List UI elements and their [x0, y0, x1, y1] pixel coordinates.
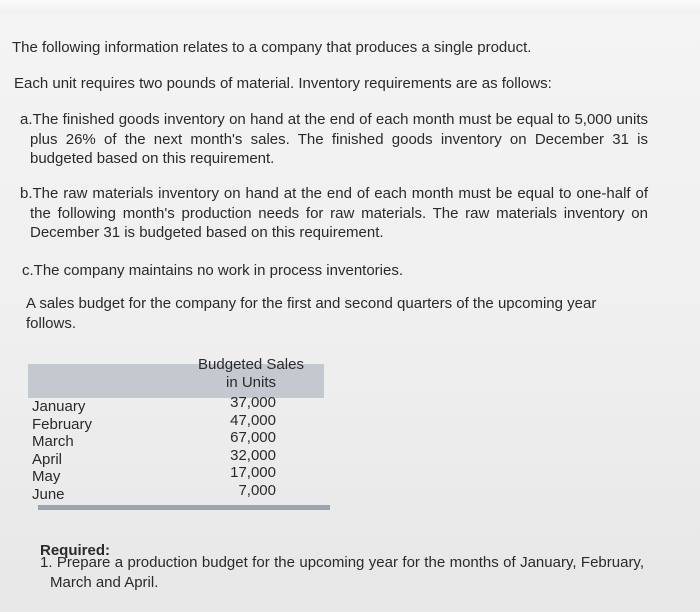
units-cell: 37,000 — [230, 394, 276, 411]
intro-text: The following information relates to a company that produces a single product. — [12, 39, 532, 56]
month-cell: February — [32, 415, 93, 433]
column-header-line1: Budgeted Sales — [198, 356, 304, 373]
material-requirement-text: Each unit requires two pounds of material. Inventory requirements are as follows: — [14, 75, 552, 92]
units-cell: 47,000 — [230, 411, 276, 429]
table-footer-rule — [38, 505, 330, 510]
month-column — [32, 398, 92, 504]
month-cell: June — [32, 485, 65, 503]
units-cell: 7,000 — [238, 481, 276, 499]
requirement-b-text: The raw materials inventory on hand at the end of each month must be equal to one-half of the following month's production needs for raw materials. The raw materials inventory on December 31 is budgeted based on this requirement. — [30, 185, 648, 241]
sales-budget-intro: A sales budget for the company for the first and second quarters of the upcoming year follows. — [26, 295, 597, 332]
top-edge — [0, 0, 700, 14]
sales-budget-table — [28, 356, 330, 518]
requirement-c-text: The company maintains no work in process inventories. — [33, 262, 404, 279]
units-cell: 32,000 — [230, 446, 276, 464]
requirement-a-text: The finished goods inventory on hand at the end of each month must be equal to 5,000 units plus 26% of the next month's sales. The finished goods inventory on December 31 is budgeted based on this requirement. — [30, 111, 648, 167]
requirement-a-marker: a. — [20, 111, 33, 128]
requirement-c-marker: c. — [22, 262, 34, 279]
units-cell: 17,000 — [230, 464, 276, 482]
requirement-a — [20, 110, 648, 169]
requirement-b-marker: b. — [20, 185, 33, 202]
requirement-b — [20, 184, 648, 243]
month-cell: March — [32, 433, 74, 451]
required-label: Required: — [40, 542, 111, 559]
requirement-c — [22, 261, 640, 281]
column-header-budgeted-sales — [196, 356, 306, 392]
month-cell: April — [32, 450, 63, 468]
month-cell: January — [32, 398, 86, 415]
units-cell: 67,000 — [230, 429, 276, 447]
month-cell: May — [32, 468, 61, 486]
required-item-1: 1. Prepare a production budget for the upcoming year for the months of January, February, March and April. — [40, 554, 644, 591]
column-header-line2: in Units — [225, 374, 277, 391]
units-column — [208, 394, 276, 500]
